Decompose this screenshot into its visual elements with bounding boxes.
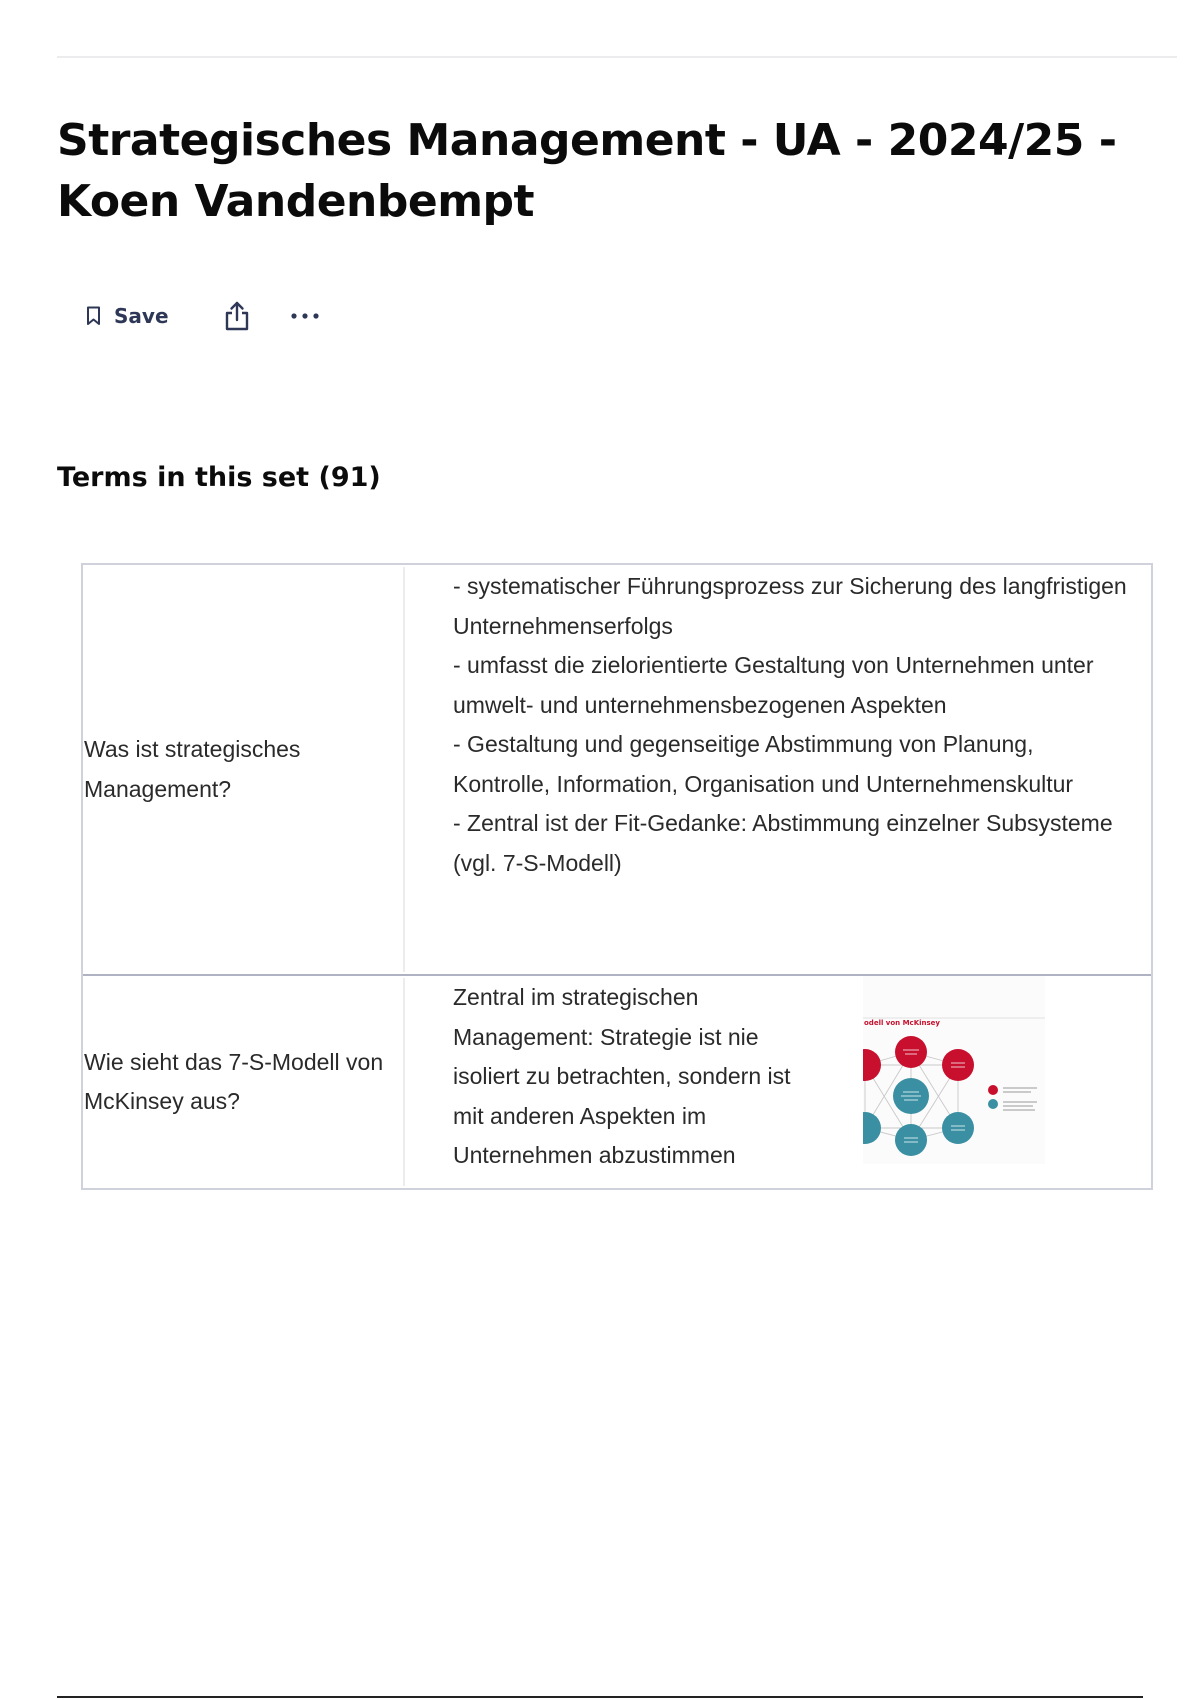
term-text: Wie sieht das 7-S-Modell von McKinsey aus? — [84, 1048, 384, 1114]
terms-table — [81, 563, 1153, 1190]
image-caption: odell von McKinsey — [864, 1018, 940, 1027]
term-row — [83, 974, 1151, 1188]
more-options-button[interactable] — [290, 312, 320, 320]
definition-cell — [405, 976, 1151, 1188]
share-icon — [224, 301, 250, 331]
definition-text: Zentral im strategischen Management: Strategie ist nie isoliert zu betrachten, sondern ist mit anderen Aspekten im Unternehmen abzustimmen — [453, 984, 791, 1168]
terms-heading: Terms in this set (91) — [57, 462, 381, 493]
seven-s-model-image[interactable] — [863, 976, 1045, 1124]
seven-s-diagram — [863, 1016, 1045, 1164]
top-divider — [57, 56, 1177, 58]
term-text: Was ist strategisches Management? — [84, 736, 301, 802]
more-options-icon — [290, 312, 320, 320]
definition-text: - systematischer Führungsprozess zur Sicherung des langfristigen Unternehmenserfolgs - umfasst die zielorientierte Gestaltung von Unternehmen unter umwelt- und unternehmensbezogenen Aspekten - Gestaltung und gegenseitige Abstimmung von Planung, Kontrolle, Information, Organisation und Unternehmenskultur - Zentral ist der Fit-Gedanke: Abstimmung einzelner Subsysteme (vgl. 7-S-Modell) — [453, 573, 1127, 876]
bookmark-icon — [86, 306, 101, 326]
set-title: Strategisches Management - UA - 2024/25 - Koen Vandenbempt — [57, 115, 1117, 227]
bottom-divider — [57, 1696, 1143, 1698]
set-toolbar — [86, 296, 320, 336]
save-label: Save — [114, 304, 169, 328]
share-button[interactable] — [224, 301, 250, 331]
save-button[interactable] — [86, 304, 169, 328]
term-row — [83, 565, 1151, 974]
